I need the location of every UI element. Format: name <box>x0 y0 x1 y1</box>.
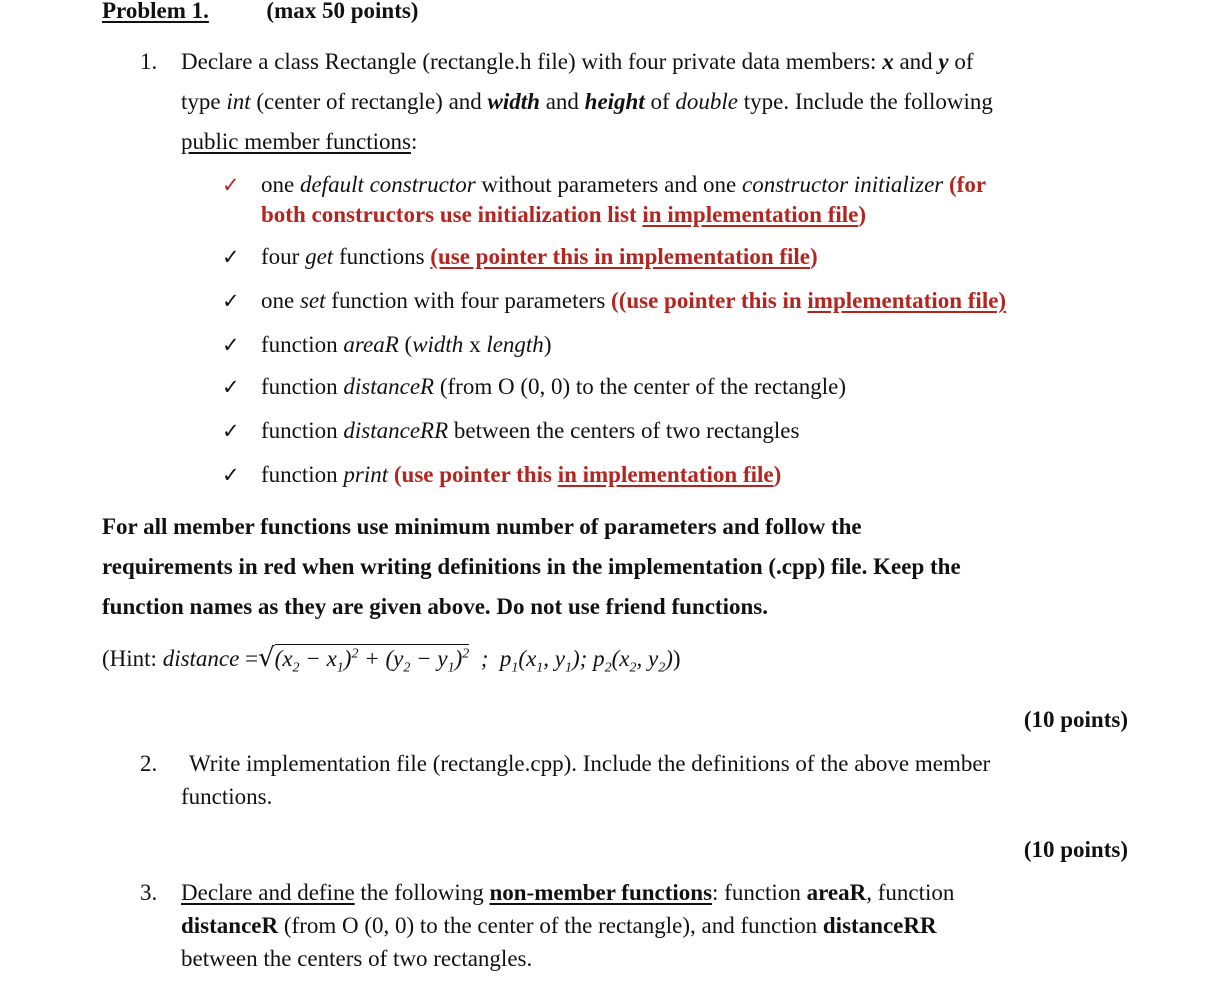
check-1-line-2 <box>261 201 866 229</box>
text: distance <box>162 646 240 671</box>
text: : function <box>712 880 807 905</box>
item-1-number: 1. <box>140 49 158 74</box>
text: Declare a class Rectangle (rectangle.h file) with four private data members: <box>181 49 883 74</box>
max-points: (max 50 points) <box>266 0 419 23</box>
public-member-functions: public member functions <box>181 129 411 154</box>
text: (from O (0, 0) to the center of the rectangle), and function <box>278 913 823 938</box>
text: ) <box>672 646 681 671</box>
text: and <box>539 89 585 114</box>
text: both constructors use initialization list <box>261 202 643 227</box>
text: one <box>261 288 300 313</box>
text: distanceRR <box>343 418 449 443</box>
item-2-number: 2. <box>140 751 158 776</box>
text: ( <box>398 332 413 357</box>
text: (Hint: <box>102 646 163 671</box>
check-2 <box>261 243 818 271</box>
text: = <box>239 646 259 671</box>
note-line-3: function names as they are given above. Do not use friend functions. <box>102 594 768 619</box>
text: ) <box>810 244 818 269</box>
text: constructor initializer <box>742 172 944 197</box>
text: function <box>261 332 344 357</box>
text: type. Include the following <box>738 89 993 114</box>
check-3 <box>261 287 1006 315</box>
item-3-line-1 <box>181 879 954 907</box>
item-3-number: 3. <box>140 880 158 905</box>
text: (for <box>943 172 987 197</box>
text: non-member functions <box>489 880 713 905</box>
text: between the centers of two rectangles <box>448 418 800 443</box>
text: ) <box>543 332 552 357</box>
check-mark-icon: ✓ <box>222 419 240 443</box>
problem-label: Problem 1. <box>102 0 209 23</box>
note-line-1: For all member functions use minimum number of parameters and follow the <box>102 514 862 539</box>
check-mark-icon: ✓ <box>222 333 240 357</box>
text: length <box>486 332 544 357</box>
check-mark-icon: ✓ <box>222 245 240 269</box>
type-int: int <box>226 89 251 114</box>
text: in implementation file <box>642 202 859 227</box>
item-3-line-2 <box>181 912 937 940</box>
text: one <box>261 172 300 197</box>
text: set <box>299 288 326 313</box>
check-mark-icon: ✓ <box>222 463 240 487</box>
text: function <box>261 374 344 399</box>
text: of <box>948 49 974 74</box>
text: (use pointer this <box>388 462 558 487</box>
check-1-line-1 <box>261 171 986 199</box>
text: areaR <box>806 880 867 905</box>
text: : <box>410 129 418 154</box>
var-x: x <box>882 49 894 74</box>
text: ) <box>858 202 867 227</box>
problem-header <box>102 0 418 25</box>
text: implementation file) <box>807 288 1007 313</box>
item-3-line-3: between the centers of two rectangles. <box>181 946 533 971</box>
text: distanceR <box>343 374 435 399</box>
text: (use pointer this in implementation file <box>430 244 811 269</box>
text: function <box>261 418 344 443</box>
text: get <box>305 244 334 269</box>
text: width <box>412 332 464 357</box>
text: distanceR <box>181 913 279 938</box>
check-mark-icon: ✓ <box>222 289 240 313</box>
item-2-line-1: Write implementation file (rectangle.cpp). Include the definitions of the above member <box>189 751 991 776</box>
text: type <box>181 89 227 114</box>
note-line-2: requirements in red when writing definitions in the implementation (.cpp) file. Keep the <box>102 554 961 579</box>
text: functions <box>333 244 431 269</box>
text: (center of rectangle) and <box>250 89 488 114</box>
var-y: y <box>938 49 949 74</box>
check-7 <box>261 461 781 489</box>
text: four <box>261 244 306 269</box>
distance-formula: $√(x_2 - x_1)^2 + (y_2 - y_1)^2$ ; $p_1(x_1$, $y_1$); $p_2(x_2$, $y_2$) <box>258 643 673 676</box>
check-4 <box>261 331 551 359</box>
text: default constructor <box>299 172 476 197</box>
text: function <box>261 462 344 487</box>
var-width: width <box>487 89 540 114</box>
points-item-2: (10 points) <box>1023 837 1128 862</box>
check-mark-icon: ✓ <box>222 173 240 197</box>
check-6 <box>261 417 799 445</box>
type-double: double <box>675 89 739 114</box>
text: without parameters and one <box>475 172 742 197</box>
text: ) <box>773 462 782 487</box>
text: (from O (0, 0) to the center of the rectangle) <box>434 374 847 399</box>
check-5 <box>261 373 846 401</box>
text: in implementation file <box>557 462 774 487</box>
text: the following <box>354 880 490 905</box>
text: Declare and define <box>181 880 355 905</box>
item-1-line-1 <box>181 48 974 76</box>
item-1-line-3 <box>181 128 417 156</box>
text: print <box>343 462 389 487</box>
text: , function <box>866 880 955 905</box>
text: ((use pointer this in <box>611 288 808 313</box>
points-item-1: (10 points) <box>1023 707 1128 732</box>
item-1-line-2 <box>181 88 993 116</box>
hint-line <box>102 643 681 676</box>
text: function with four parameters <box>325 288 612 313</box>
text: distanceRR <box>822 913 937 938</box>
text: x <box>463 332 487 357</box>
text: and <box>893 49 939 74</box>
check-mark-icon: ✓ <box>222 375 240 399</box>
item-2-line-2: functions. <box>181 784 273 809</box>
text: of <box>644 89 676 114</box>
var-height: height <box>584 89 645 114</box>
text: areaR <box>343 332 399 357</box>
